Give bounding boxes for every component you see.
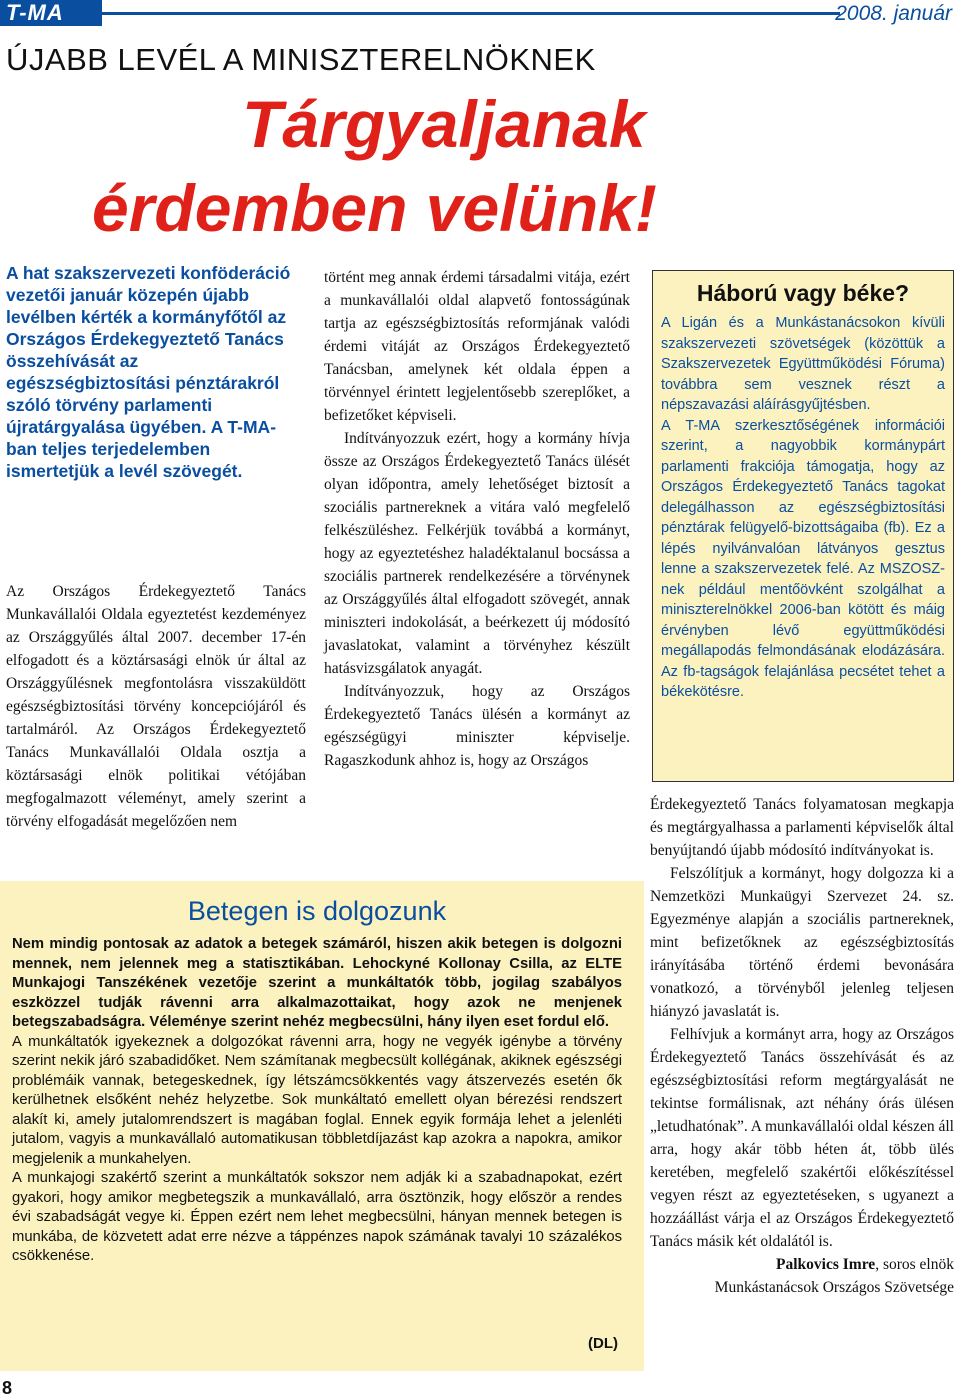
sidebar-title: Háború vagy béke? (696, 280, 910, 306)
column-2-paragraph-1: történt meg annak érdemi társadalmi vitája, ezért a munkavállalói oldal alapvető fontosságúnak tartja az egészségbiztosítás reformjának valódi érdemi vitáját az Országos Érdekegyeztető Tanácsban, amelynek két oldala éppen a törvénnyel érintett legjelentősebb szereplőket, a befizetőket képviseli. (324, 269, 630, 424)
article-kicker: ÚJABB LEVÉL A MINISZTERELNÖKNEK (6, 42, 596, 77)
article-headline (92, 86, 872, 246)
column-2-paragraph-2: Indítványozzuk ezért, hogy a kormány hívja össze az Országos Érdekegyeztető Tanács ülését olyan időpontra, amely lehetőséget biztosít a szociális partnereknek a vitára való megfelelő felkészüléshez. Felkérjük továbbá a kormányt, hogy az egyeztetéshez haladéktalanul bocsássa a szociális partnerek rendelkezésére a törvénynek az Országgyűlés által elfogadott szövegét, annak miniszteri indokolását, a beérkezett új módosító javaslatokat, valamint a törvényhez készült hatásvizsgálatok anyagát. (324, 430, 630, 677)
box-paragraph-1: A munkáltatók igyekeznek a dolgozókat rávenni arra, hogy ne vegyék igénybe a törvény szerint nekik járó szabadidőket. Nem számítanak megbecsült kollégának, akiknek egészségi problémáik vannak, betegeskednek, így létszámcsökkentés vagy átszervezés esetén ők kerülhetnek elsőként nehéz helyzetbe. Sok munkáltató emellett olyan bérezési rendszert alakít ki, amely jutalomrendszert is magában foglal. Ennek egyik formája lehet a jelenléti jutalom, vagyis a munkavállaló automatikusan többletdíjazást kap azokra a napokra, amikor megjelenik a munkahelyen. (12, 1033, 622, 1167)
box-intro: Nem mindig pontosak az adatok a betegek számáról, hiszen akik betegen is dolgozni mennek, nem jelennek meg a statisztikában. Lehockyné Kollonay Csilla, az ELTE Munkajogi Tanszékének vezetője szerint a munkáltatók több, jogilag szabályos eszközzel tudják rávenni arra alkalmazottaikat, hogy azok ne menjenek betegszabadságra. Véleménye szerint nehéz megbecsülni, hány ilyen eset fordul elő. (12, 936, 622, 1030)
sidebar-paragraph-2: A T-MA szerkesztőségének információi szerint, a nagyobbik kormánypárt parlamenti frakciója támogatja, hogy az Országos Érdekegyeztető Tanács tagokat delegálhasson az egészségbiztosítási pénztárak felügyelő-bizottságaiba (fb). Ez a lépés nyilvánvalóan látványos gesztus lenne a szakszervezetek felé. Az MSZOSZ-nek például mentőövként szolgálhat a miniszterelnökkel 2006-ban kötött és máig érvényben lévő együttműködési megállapodás felmondásának elodázására. Az fb-tagságok felajánlása pecsétet tehet a békekötésre. (661, 417, 945, 700)
column-3-paragraph-3: Felhívjuk a kormányt arra, hogy az Országos Érdekegyeztető Tanács összehívását és az egészségbiztosítási reform megtárgyalását ne tekintse formálisnak, azt néhány órás ülésen „letudhatónak”. A munkavállalói oldal készen áll arra, hogy akár több héten át, több ülés keretében, megfelelő szakértői előkészítéssel vegyen részt az egyeztetéseken, s ugyanezt a hozzáállást várja el az Országos Érdekegyeztető Tanács másik két oldalától is. (650, 1026, 954, 1250)
headline-line-1: Tárgyaljanak (242, 87, 646, 161)
article-lead: A hat szakszervezeti konföderáció vezetői január közepén újabb levélben kérték a kormányfőtől az Országos Érdekegyeztető Tanács összehívását az egészségbiztosítási pénztárakról szóló törvény parlamenti újratárgyalása ügyében. A T-MA-ban teljes terjedelemben ismertetjük a levél szövegét. (6, 263, 291, 481)
headline-line-2: érdemben velünk! (92, 171, 657, 245)
box-signoff: (DL) (588, 1335, 618, 1352)
author-title: , soros elnök Munkástanácsok Országos Szövetsége (714, 1256, 954, 1296)
page-header (0, 0, 960, 26)
box-paragraph-2: A munkajogi szakértő szerint a munkáltatók sokszor nem adják ki a szabadnapokat, ezért gyakori, hogy amikor megbetegszik a munkavállaló, arra ösztönzik, hogy először a rendes évi szabadságát vegye ki. Éppen ezért nem lehet megbecsülni, hányan mennek betegen is munkába, de közvetett adat erre nézve a táppénzes napok számának tavalyi 10 százalékos csökkenése. (12, 1170, 622, 1264)
author-name: Palkovics Imre (776, 1256, 876, 1273)
box-title: Betegen is dolgozunk (187, 896, 447, 926)
sidebar-paragraph-1: A Ligán és a Munkástanácsokon kívüli szakszervezeti szövetségek (közöttük a Szakszervezetek Együttműködési Fóruma) továbbra sem vesznek részt a népszavazási aláírásgyűjtésben. (661, 315, 945, 413)
column-3-paragraph-1: Érdekegyeztető Tanács folyamatosan megkapja és megtárgyalhassa a parlamenti képviselők által benyújtandó újabb módosító indítványokat is. (650, 796, 954, 859)
column-2-paragraph-3: Indítványozzuk, hogy az Országos Érdekegyeztető Tanács ülésén a kormányt az egészségügyi miniszter képviselje. Ragaszkodunk ahhoz is, hogy az Országos (324, 683, 630, 769)
column-3-paragraph-2: Felszólítjuk a kormányt, hogy dolgozza ki a Nemzetközi Munkaügyi Szervezet 24. sz. Egyezménye alapján a szociális partnereknek, mint befizetőknek az egészségbiztosítás irányításába történő érdemi bevonására vonatkozó, a törvényből jelenleg teljesen hiányzó javaslatát is. (650, 865, 954, 1020)
article-column-1 (6, 580, 306, 833)
page-number: 8 (2, 1378, 13, 1398)
boxed-article (0, 881, 644, 1371)
author-line (650, 1253, 954, 1299)
tma-logo: T-MA (0, 0, 102, 26)
issue-date: 2008. január (835, 2, 952, 25)
article-column-3 (650, 793, 954, 1299)
sidebar-box (652, 270, 954, 782)
column-1-paragraph: Az Országos Érdekegyeztető Tanács Munkavállalói Oldala egyeztetést kezdeményez az Országgyűlés által 2007. december 17-én elfogadott és a köztársasági elnök úr által az Országgyűlésnek megfontolásra visszaküldött egészségbiztosítási törvény koncepciójáról és tartalmáról. Az Országos Érdekegyeztető Tanács Munkavállalói Oldala osztja a köztársasági elnök politikai vétójában megfogalmazott véleményt, amely szerint a törvény elfogadását megelőzően nem (6, 583, 306, 830)
article-column-2 (324, 266, 630, 772)
header-rule (102, 12, 840, 15)
